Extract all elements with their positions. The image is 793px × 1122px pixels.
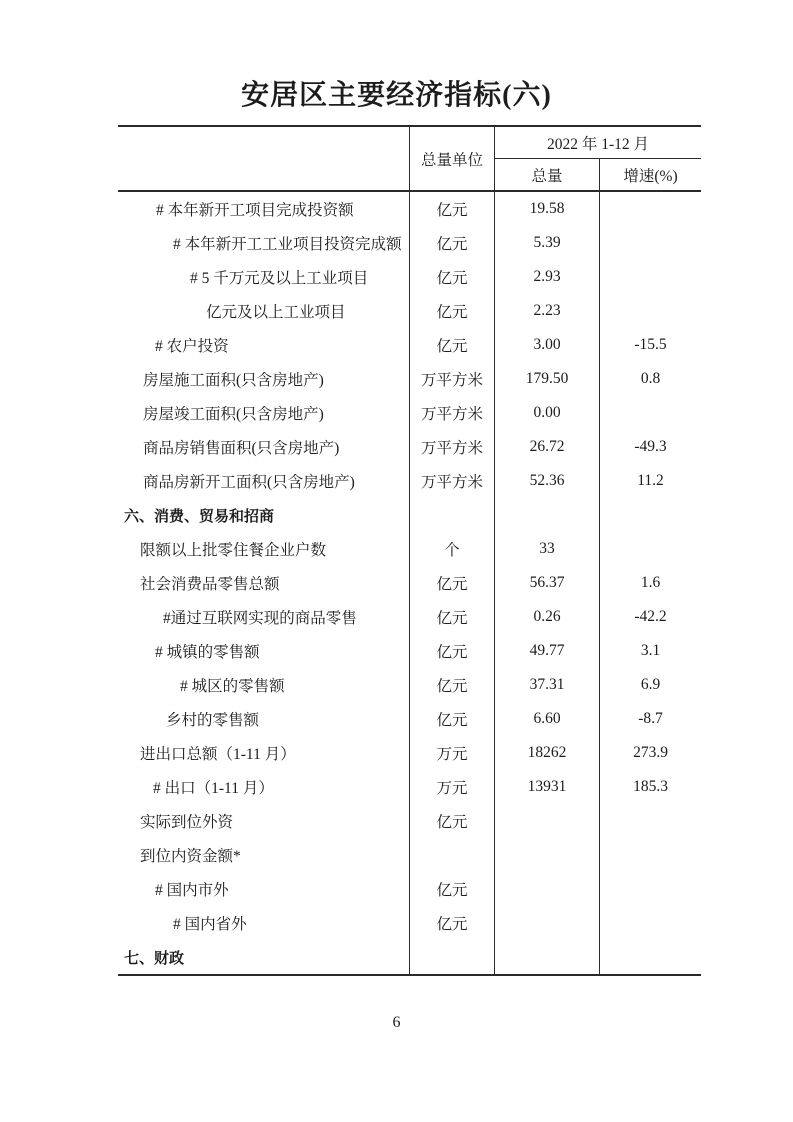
row-total: 49.77 bbox=[495, 634, 600, 668]
row-unit: 亿元 bbox=[410, 260, 495, 294]
header-period-cell: 2022 年 1-12 月 bbox=[495, 127, 701, 159]
row-label: 房屋竣工面积(只含房地产) bbox=[118, 396, 410, 430]
row-total: 52.36 bbox=[495, 464, 600, 498]
table-body bbox=[118, 192, 701, 974]
row-unit: 亿元 bbox=[410, 634, 495, 668]
row-growth: 6.9 bbox=[640, 676, 661, 693]
table-row bbox=[118, 464, 701, 498]
row-label: # 城区的零售额 bbox=[118, 668, 410, 702]
header-total-cell: 总量 bbox=[495, 159, 600, 190]
table-row bbox=[118, 192, 701, 226]
row-unit: 万平方米 bbox=[410, 430, 495, 464]
row-total bbox=[495, 804, 600, 838]
row-unit: 亿元 bbox=[410, 294, 495, 328]
table-row bbox=[118, 600, 701, 634]
row-unit: 亿元 bbox=[410, 906, 495, 940]
row-growth bbox=[600, 532, 701, 566]
row-growth: 0.8 bbox=[640, 370, 661, 387]
row-label: # 国内省外 bbox=[118, 906, 410, 940]
row-label: # 本年新开工工业项目投资完成额 bbox=[118, 226, 410, 260]
row-unit: 亿元 bbox=[410, 226, 495, 260]
row-unit: 亿元 bbox=[410, 192, 495, 226]
row-unit bbox=[410, 940, 495, 974]
row-growth bbox=[600, 192, 701, 226]
row-label: 进出口总额（1-11 月） bbox=[118, 736, 410, 770]
row-unit: 亿元 bbox=[410, 566, 495, 600]
row-growth bbox=[600, 872, 701, 906]
row-total: 33 bbox=[495, 532, 600, 566]
row-label: # 城镇的零售额 bbox=[118, 634, 410, 668]
table-row bbox=[118, 430, 701, 464]
row-label: 社会消费品零售总额 bbox=[118, 566, 410, 600]
row-growth bbox=[600, 940, 701, 974]
row-growth: 3.1 bbox=[640, 642, 661, 659]
row-unit: 万平方米 bbox=[410, 396, 495, 430]
row-label: 实际到位外资 bbox=[118, 804, 410, 838]
row-unit: 亿元 bbox=[410, 702, 495, 736]
row-label: 亿元及以上工业项目 bbox=[118, 294, 410, 328]
row-unit bbox=[410, 498, 495, 532]
row-unit: 万平方米 bbox=[410, 464, 495, 498]
row-growth: -42.2 bbox=[634, 608, 667, 625]
table-header bbox=[118, 127, 701, 192]
row-unit: 亿元 bbox=[410, 804, 495, 838]
table-row bbox=[118, 260, 701, 294]
row-total: 6.60 bbox=[495, 702, 600, 736]
table-row bbox=[118, 940, 701, 974]
row-label: 乡村的零售额 bbox=[118, 702, 410, 736]
table-row bbox=[118, 668, 701, 702]
row-total bbox=[495, 906, 600, 940]
table-row bbox=[118, 396, 701, 430]
row-label: 商品房新开工面积(只含房地产) bbox=[118, 464, 410, 498]
row-total: 56.37 bbox=[495, 566, 600, 600]
table-row bbox=[118, 770, 701, 804]
row-growth: 185.3 bbox=[633, 778, 668, 795]
row-total bbox=[495, 940, 600, 974]
row-label: 六、消费、贸易和招商 bbox=[118, 498, 410, 532]
header-period-block bbox=[495, 127, 701, 190]
row-total: 2.23 bbox=[495, 294, 600, 328]
row-total: 13931 bbox=[495, 770, 600, 804]
row-total: 18262 bbox=[495, 736, 600, 770]
table-row bbox=[118, 566, 701, 600]
row-growth: 273.9 bbox=[633, 744, 668, 761]
row-growth: 1.6 bbox=[640, 574, 661, 591]
row-growth bbox=[600, 838, 701, 872]
page-number: 6 bbox=[392, 1014, 401, 1031]
header-unit-cell: 总量单位 bbox=[410, 127, 495, 190]
economic-indicators-table bbox=[118, 125, 701, 976]
row-total: 0.26 bbox=[495, 600, 600, 634]
row-unit: 亿元 bbox=[410, 668, 495, 702]
table-row bbox=[118, 906, 701, 940]
row-growth bbox=[600, 804, 701, 838]
row-label: # 国内市外 bbox=[118, 872, 410, 906]
header-indicator-cell bbox=[118, 127, 410, 190]
table-row bbox=[118, 328, 701, 362]
row-growth bbox=[600, 226, 701, 260]
row-label: 限额以上批零住餐企业户数 bbox=[118, 532, 410, 566]
header-growth-cell: 增速(%) bbox=[623, 167, 678, 185]
row-unit: 亿元 bbox=[410, 600, 495, 634]
row-growth: 11.2 bbox=[637, 472, 664, 489]
row-growth: -8.7 bbox=[638, 710, 663, 727]
table-row bbox=[118, 362, 701, 396]
table-row bbox=[118, 736, 701, 770]
row-total: 37.31 bbox=[495, 668, 600, 702]
table-row bbox=[118, 226, 701, 260]
row-growth: -49.3 bbox=[634, 438, 667, 455]
row-label: 商品房销售面积(只含房地产) bbox=[118, 430, 410, 464]
table-row bbox=[118, 294, 701, 328]
row-label: # 农户投资 bbox=[118, 328, 410, 362]
table-row bbox=[118, 702, 701, 736]
row-growth bbox=[600, 294, 701, 328]
row-unit: 万元 bbox=[410, 770, 495, 804]
row-growth bbox=[600, 498, 701, 532]
row-total: 2.93 bbox=[495, 260, 600, 294]
row-total: 0.00 bbox=[495, 396, 600, 430]
table-row bbox=[118, 872, 701, 906]
row-growth bbox=[600, 906, 701, 940]
row-total: 179.50 bbox=[495, 362, 600, 396]
header-subrow bbox=[495, 159, 701, 190]
row-label: # 本年新开工项目完成投资额 bbox=[118, 192, 410, 226]
row-total: 19.58 bbox=[495, 192, 600, 226]
row-label: # 5 千万元及以上工业项目 bbox=[118, 260, 410, 294]
table-row bbox=[118, 838, 701, 872]
row-growth: -15.5 bbox=[634, 336, 667, 353]
row-total: 5.39 bbox=[495, 226, 600, 260]
row-unit: 亿元 bbox=[410, 872, 495, 906]
row-unit: 亿元 bbox=[410, 328, 495, 362]
row-label: 七、财政 bbox=[118, 940, 410, 974]
row-unit: 万平方米 bbox=[410, 362, 495, 396]
page-title: 安居区主要经济指标(六) bbox=[241, 80, 552, 111]
row-label: #通过互联网实现的商品零售 bbox=[118, 600, 410, 634]
row-growth bbox=[600, 396, 701, 430]
row-total bbox=[495, 872, 600, 906]
row-total bbox=[495, 498, 600, 532]
row-total bbox=[495, 838, 600, 872]
table-row bbox=[118, 532, 701, 566]
row-label: 到位内资金额* bbox=[118, 838, 410, 872]
row-unit bbox=[410, 838, 495, 872]
row-label: # 出口（1-11 月） bbox=[118, 770, 410, 804]
row-total: 3.00 bbox=[495, 328, 600, 362]
row-total: 26.72 bbox=[495, 430, 600, 464]
table-row bbox=[118, 498, 701, 532]
table-row bbox=[118, 804, 701, 838]
row-growth bbox=[600, 260, 701, 294]
table-row bbox=[118, 634, 701, 668]
row-unit: 万元 bbox=[410, 736, 495, 770]
row-unit: 个 bbox=[410, 532, 495, 566]
row-label: 房屋施工面积(只含房地产) bbox=[118, 362, 410, 396]
